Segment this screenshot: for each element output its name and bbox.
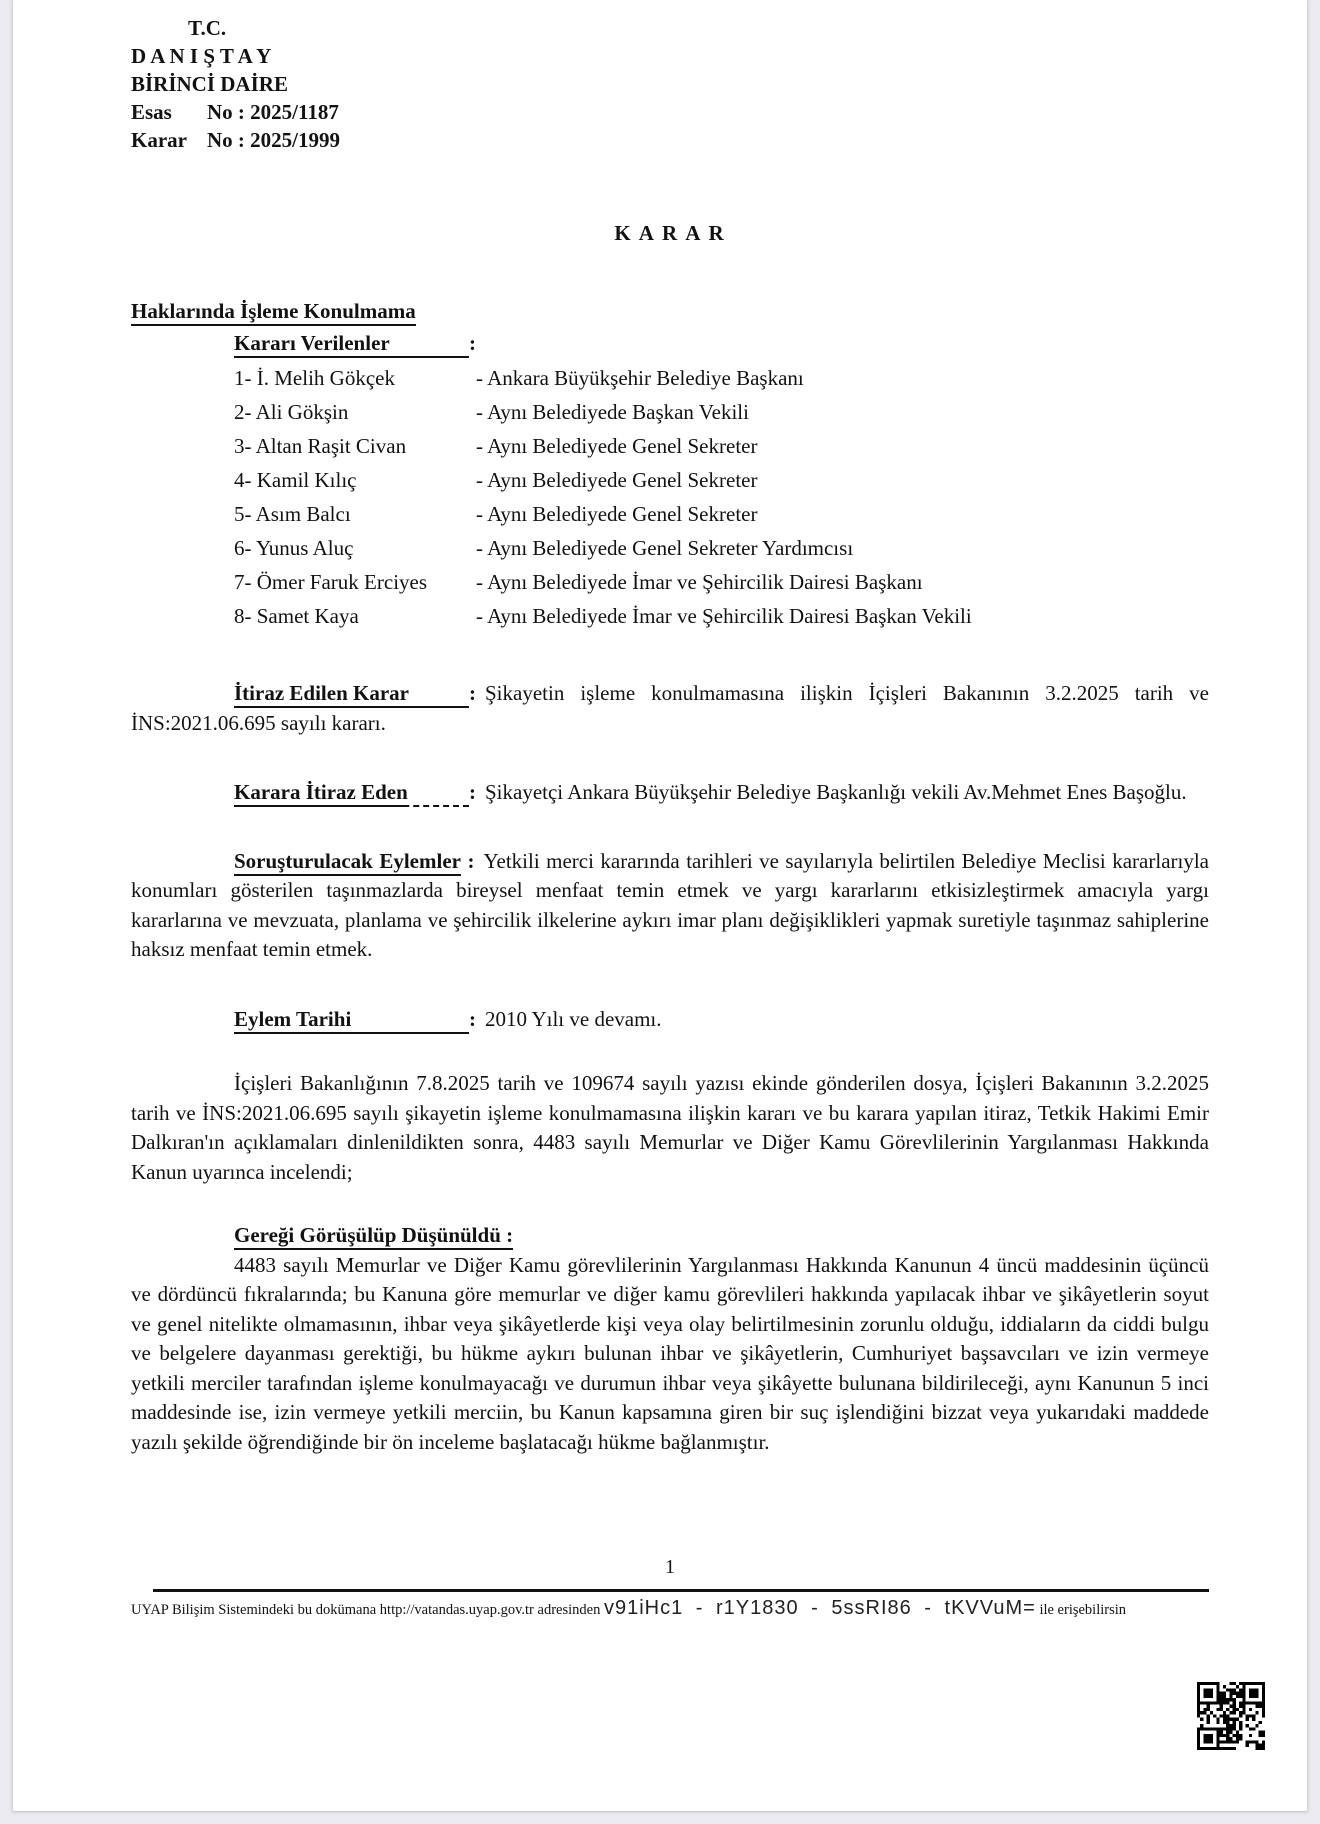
section-heading-haklarinda: Haklarında İşleme Konulmama <box>131 296 1209 326</box>
karara-itiraz-eden-label: Karara İtiraz Eden <box>234 780 469 807</box>
karar-key: Karar <box>131 128 187 152</box>
sorusturulacak-eylemler-label: Soruşturulacak Eylemler <box>234 849 461 876</box>
person-row <box>131 599 1209 633</box>
uyap-access-code: v91iHc1 - r1Y1830 - 5ssRI86 - tKVVuM= <box>603 1597 1036 1619</box>
person-name: 4- Kamil Kılıç <box>234 468 357 492</box>
uyap-access-suffix: ile erişebilirsin <box>1039 1602 1127 1618</box>
document-content <box>13 0 1307 1622</box>
body-paragraph: İçişleri Bakanlığının 7.8.2025 tarih ve 109674 sayılı yazısı ekinde gönderilen dosya, İçişleri Bakanının 3.2.2025 tarih ve İNS:2021.06.695 sayılı şikayetin işleme konulmamasına ilişkin kararı ve bu karara yapılan itiraz, Tetkik Hakimi Emir Dalkıran'ın açıklamaları dinlenildikten sonra, 4483 sayılı Memurlar ve Diğer Kamu Görevlilerinin Yargılanması Hakkında Kanun uyarınca incelendi; <box>131 1071 1209 1184</box>
person-role: - Aynı Belediyede Genel Sekreter <box>476 468 758 492</box>
uyap-access-prefix: UYAP Bilişim Sistemindeki bu dokümana http://vatandas.uyap.gov.tr adresinden <box>131 1602 601 1618</box>
geregi-heading: Gereği Görüşülüp Düşünüldü : <box>131 1221 1209 1251</box>
chamber-name: BİRİNCİ DAİRE <box>131 72 288 96</box>
karara-itiraz-eden-text: Şikayetçi Ankara Büyükşehir Belediye Başkanlığı vekili Av.Mehmet Enes Başoğlu. <box>485 780 1187 804</box>
person-name: 2- Ali Gökşin <box>234 400 349 424</box>
karara-itiraz-eden-section: Karara İtiraz Eden : Şikayetçi Ankara Büyükşehir Belediye Başkanlığı vekili Av.Mehmet Enes Başoğlu. <box>131 778 1209 808</box>
person-row <box>131 429 1209 463</box>
person-name: 5- Asım Balcı <box>234 502 351 526</box>
itiraz-edilen-karar-label: İtiraz Edilen Karar <box>234 681 469 708</box>
esas-number-line <box>131 98 1209 126</box>
geregi-paragraph: 4483 sayılı Memurlar ve Diğer Kamu görevlilerinin Yargılanması Hakkında Kanunun 4 üncü maddesinin üçüncü ve dördüncü fıkralarında; bu Kanuna göre memurlar ve diğer kamu görevlileri hakkında yapılacak ihbar ve şikâyetlerin soyut ve genel nitelikte olmamasının, ihbar veya şikâyetlerde kişi veya olay belirtilmesinin zorunlu olduğu, iddiaların da ciddi bulgu ve belgelere dayanması gerektiği, bu hükme aykırı bulunan ihbar ve şikâyetlerin, Cumhuriyet başsavcıları ve izin vermeye yetkili merciler tarafından işleme konulmayacağı ve durumun ihbar veya şikâyette bulunana bildirileceği, aynı Kanunun 5 inci maddesinde ise, izin vermeye yetkili merciin, bu Kanun kapsamına giren bir suç işlendiğini bizzat veya yukarıdaki maddede yazılı şekilde öğrendiğinde bir ön inceleme başlatacağı hükme bağlanmıştır. <box>131 1252 1209 1454</box>
tc-label: T.C. <box>188 16 227 40</box>
person-role: - Ankara Büyükşehir Belediye Başkanı <box>476 366 804 390</box>
person-row <box>131 497 1209 531</box>
persons-list <box>131 361 1209 633</box>
uyap-access-line <box>131 1596 1209 1622</box>
person-name: 6- Yunus Aluç <box>234 536 354 560</box>
eylem-tarihi-section: Eylem Tarihi : 2010 Yılı ve devamı. <box>131 1005 1209 1035</box>
sorusturulacak-eylemler-text: Yetkili merci kararında tarihleri ve sayılarıyla belirtilen Belediye Meclisi kararlarıyla konumları gösterilen taşınmazlarda bireysel menfaat temin etmek ve yargı kararlarını etkisizleştirmek amacıyla yargı kararlarına ve mevzuata, planlama ve şehircilik ilkelerine aykırı imar planı değişiklikleri yapmak suretiyle taşınmaz sahiplerine haksız menfaat temin etmek. <box>131 848 1209 961</box>
person-row <box>131 395 1209 429</box>
decision-persons-section <box>131 296 1209 633</box>
person-role: - Aynı Belediyede Genel Sekreter Yardımcısı <box>476 536 854 560</box>
person-role: - Aynı Belediyede Genel Sekreter <box>476 502 758 526</box>
esas-value: No : 2025/1187 <box>207 100 339 124</box>
decision-title: K A R A R <box>614 221 726 245</box>
person-row <box>131 531 1209 565</box>
person-role: - Aynı Belediyede Başkan Vekili <box>476 400 749 424</box>
footer-rule <box>153 1589 1209 1592</box>
person-row <box>131 463 1209 497</box>
person-row <box>131 361 1209 395</box>
eylem-tarihi-label: Eylem Tarihi <box>234 1007 469 1034</box>
karar-value: No : 2025/1999 <box>207 128 340 152</box>
esas-key: Esas <box>131 100 172 124</box>
document-page <box>12 0 1308 1812</box>
section-heading-karari-verilenler: Kararı Verilenler : <box>131 326 1209 361</box>
person-role: - Aynı Belediyede İmar ve Şehircilik Dairesi Başkanı <box>476 570 923 594</box>
person-name: 8- Samet Kaya <box>234 604 359 628</box>
itiraz-edilen-karar-text: Şikayetin işleme konulmamasına ilişkin İçişleri Bakanının 3.2.2025 tarih ve İNS:2021.06.695 sayılı kararı. <box>131 681 1209 735</box>
sorusturulacak-eylemler-section: Soruşturulacak Eylemler : Yetkili merci kararında tarihleri ve sayılarıyla belirtilen Belediye Meclisi kararlarıyla konumları gösterilen taşınmazlarda bireysel menfaat temin etmek ve yargı kararlarını etkisizleştirmek amacıyla yargı kararlarına ve mevzuata, planlama ve şehircilik ilkelerine aykırı imar planı değişiklikleri yapmak suretiyle taşınmaz sahiplerine haksız menfaat temin etmek. <box>131 848 1209 961</box>
itiraz-edilen-karar-section: İtiraz Edilen Karar : Şikayetin işleme konulmamasına ilişkin İçişleri Bakanının 3.2.2025 tarih ve İNS:2021.06.695 sayılı kararı. <box>131 681 1209 735</box>
person-role: - Aynı Belediyede İmar ve Şehircilik Dairesi Başkan Vekili <box>476 604 972 628</box>
eylem-tarihi-text: 2010 Yılı ve devamı. <box>485 1006 662 1031</box>
court-header <box>131 14 1209 154</box>
person-row <box>131 565 1209 599</box>
person-role: - Aynı Belediyede Genel Sekreter <box>476 434 758 458</box>
person-name: 1- İ. Melih Gökçek <box>234 366 395 390</box>
person-name: 3- Altan Raşit Civan <box>234 434 407 458</box>
person-name: 7- Ömer Faruk Erciyes <box>234 570 428 594</box>
qr-code <box>1197 1682 1265 1750</box>
court-name: D A N I Ş T A Y <box>131 44 272 68</box>
page-number: 1 <box>665 1556 675 1578</box>
karar-number-line <box>131 126 1209 154</box>
